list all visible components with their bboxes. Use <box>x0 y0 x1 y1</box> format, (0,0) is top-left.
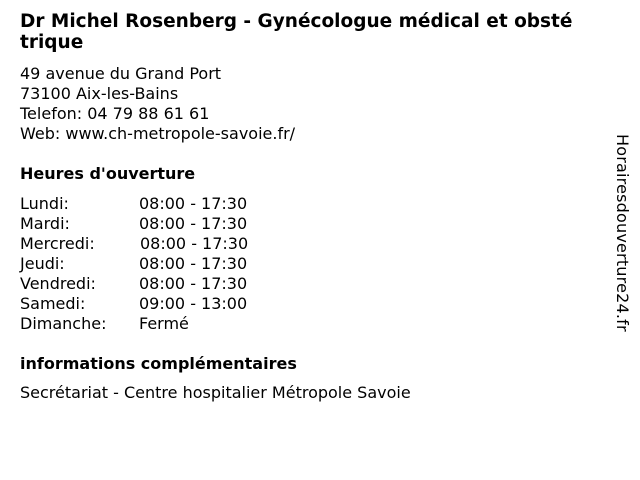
day-label: Lundi: <box>20 194 69 213</box>
time-range: Fermé <box>139 314 189 333</box>
time-range: 08:00 - 17:30 <box>139 274 248 293</box>
day-label: Dimanche: <box>20 314 107 333</box>
info-text: Secrétariat - Centre hospitalier Métropole Savoie <box>20 383 411 402</box>
time-range: 08:00 - 17:30 <box>139 194 248 213</box>
page-title: Dr Michel Rosenberg - Gynécologue médical et obsté trique <box>20 11 573 53</box>
day-label: Samedi: <box>20 294 86 313</box>
day-label: Vendredi: <box>20 274 96 293</box>
hours-heading: Heures d'ouverture <box>20 164 196 183</box>
day-label: Jeudi: <box>20 254 65 273</box>
time-range: 09:00 - 13:00 <box>139 294 248 313</box>
address-city: 73100 Aix-les-Bains <box>20 84 179 103</box>
address-street: 49 avenue du Grand Port <box>20 64 222 83</box>
day-label: Mardi: <box>20 214 70 233</box>
address-block <box>20 64 295 144</box>
site-watermark: Horairesdouverture24.fr <box>613 134 632 332</box>
time-range: 08:00 - 17:30 <box>140 234 249 253</box>
time-range: 08:00 - 17:30 <box>139 254 248 273</box>
day-label: Mercredi: <box>20 234 95 253</box>
info-heading: informations complémentaires <box>20 354 297 373</box>
website: Web: www.ch-metropole-savoie.fr/ <box>20 124 296 143</box>
time-range: 08:00 - 17:30 <box>139 214 248 233</box>
phone-number: Telefon: 04 79 88 61 61 <box>20 104 210 123</box>
